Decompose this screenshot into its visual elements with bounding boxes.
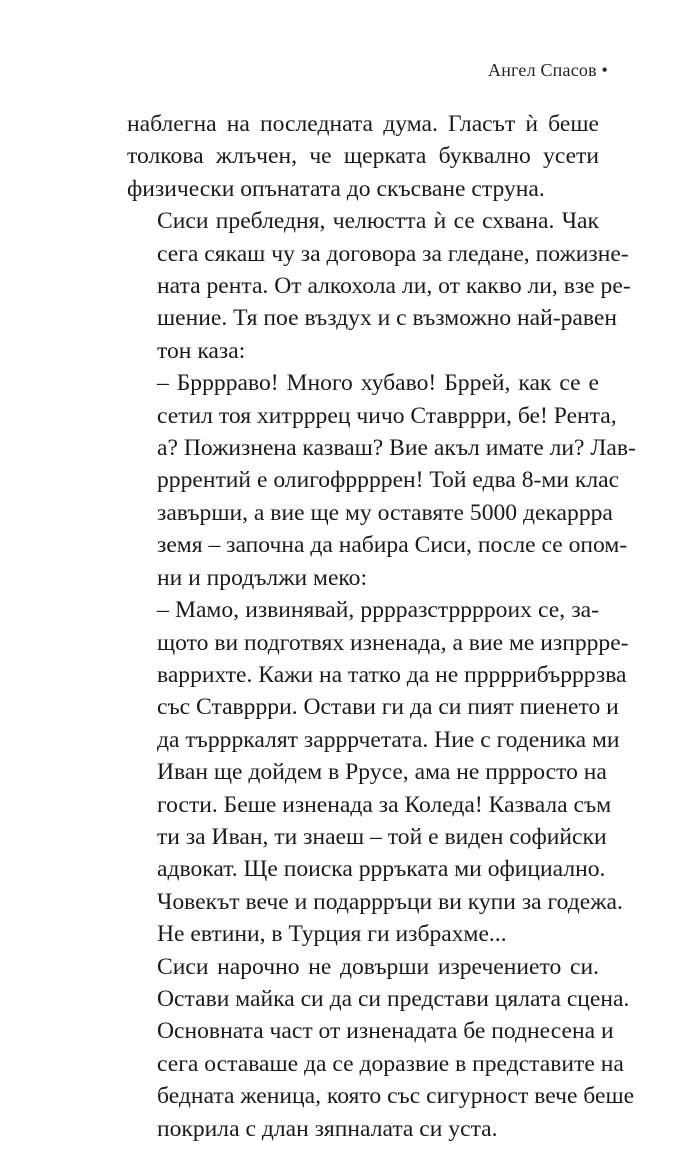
paragraph-2 [127,205,631,367]
text-line: сега оставаше да се доразвие в представите на [157,1050,624,1077]
text-line: Сиси пребледня, челюстта ѝ се схвана. Чак [157,208,599,235]
text-line: със Ставррри. Остави ги да си пият пиенето и [157,694,619,721]
text-line: сега сякаш чу за договора за гледане, пожизне- [157,240,629,267]
text-line: наблегна на последната дума. Гласът ѝ беше [127,111,599,137]
text-line: земя – започна да набира Сиси, после се опом- [157,532,628,559]
text-line: завърши, а вие ще му оставяте 5000 декаррра [157,499,613,526]
text-line: рррентий е олигофррррен! Той едва 8-ми клас [157,467,620,494]
text-line: гости. Беше изненада за Коледа! Казвала съм [157,791,612,818]
text-line: ната рента. От алкохола ли, от какво ли, взе ре- [157,273,631,300]
text-line: бедната женица, която със сигурност вече беше [157,1083,635,1110]
text-line: ни и продължи меко: [157,564,368,591]
text-line: Иван ще дойдем в Ррусе, ама не пррросто на [157,759,607,786]
paragraph-1 [127,108,599,205]
running-header: Ангел Спасов • [488,60,608,80]
text-line: толкова жлъчен, че щерката буквално усети [127,143,599,170]
text-line: варрихте. Кажи на татко да не пррррибърррзва [157,661,627,688]
text-line: Сиси нарочно не довърши изречението си. [157,953,599,980]
text-line: покрила с длан зяпналата си уста. [157,1115,498,1142]
text-line: физически опънатата до скъсване струна. [127,175,545,202]
page-body [127,108,636,1145]
text-line: а? Пожизнена казваш? Вие акъл имате ли? Лав- [157,435,636,462]
text-line: сетил тоя хитрррец чичо Ставррри, бе! Рента, [157,402,617,429]
text-line: щото ви подготвях изненада, а вие ме изпррре- [157,629,629,656]
paragraph-5 [127,951,635,1145]
text-line: ти за Иван, ти знаеш – той е виден софийски [157,823,607,850]
text-line: – Мамо, извинявай, рррразстрррроих се, за- [157,597,599,624]
text-line: – Брррраво! Много хубаво! Бррей, как се е [157,370,599,397]
text-line: Човекът вече и подаррръци ви купи за годежа. [157,888,623,915]
paragraph-4 [127,594,629,950]
paragraph-3 [127,367,636,594]
text-line: Основната част от изненадата бе поднесена и [157,1018,614,1045]
text-line: Не евтини, в Турция ги избрахме... [157,921,507,948]
text-line: адвокат. Ще поиска ррръката ми официално. [157,856,606,883]
text-line: да търрркалят зарррчетата. Ние с годеника ми [157,726,620,753]
text-line: тон каза: [157,337,246,364]
text-line: шение. Тя пое въздух и с възможно най-равен [157,305,617,332]
text-line: Остави майка си да си представи цялата сцена. [157,985,630,1012]
